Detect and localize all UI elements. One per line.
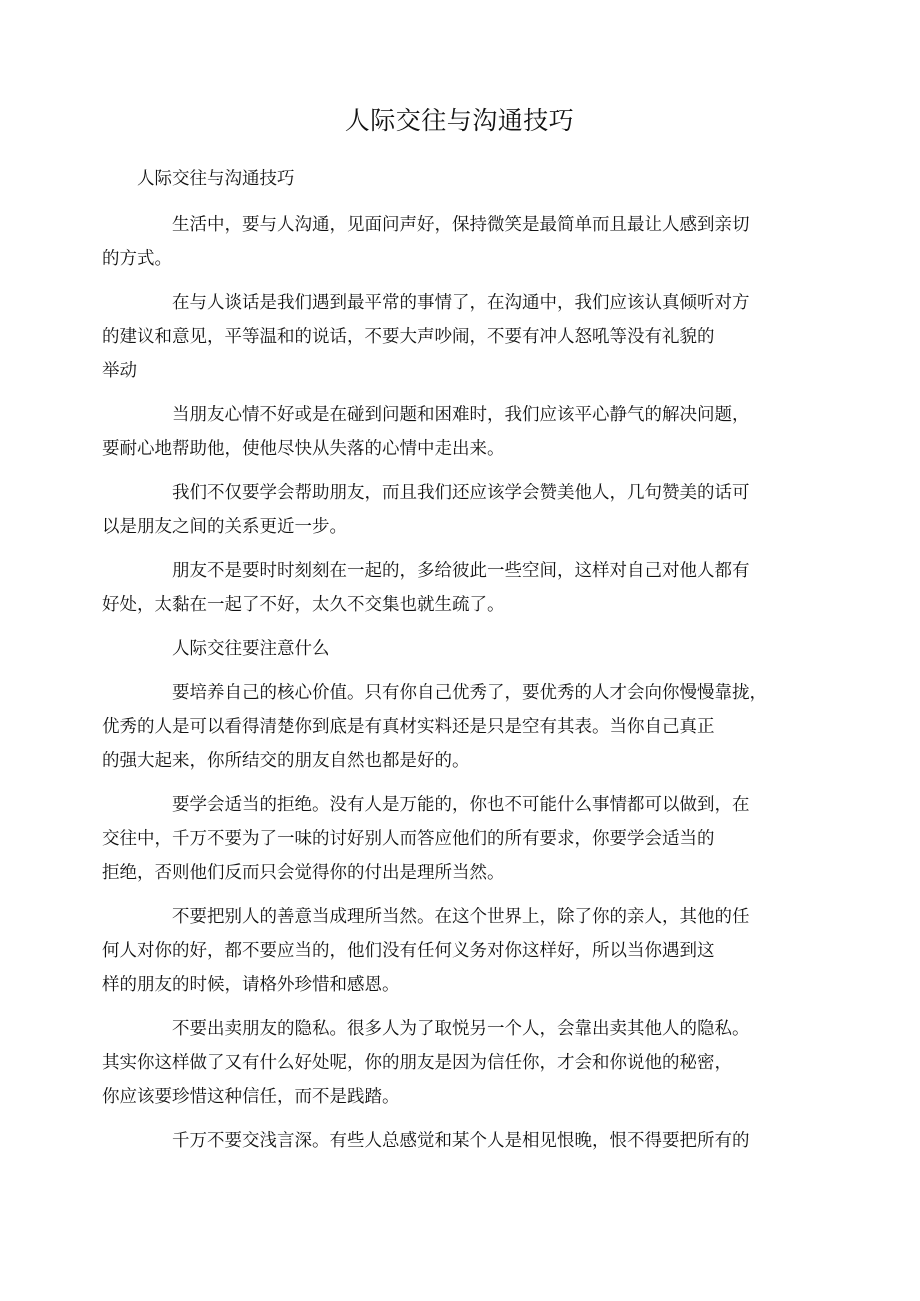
paragraph-line: 在与人谈话是我们遇到最平常的事情了，在沟通中，我们应该认真倾听对方 [172,293,750,313]
paragraph [102,788,782,890]
paragraph [102,398,782,466]
paragraph-line: 人际交往要注意什么 [172,639,330,659]
paragraph [102,554,782,622]
paragraph [102,286,782,388]
paragraph-line: 千万不要交浅言深。有些人总感觉和某个人是相见恨晚，恨不得要把所有的 [172,1131,750,1151]
paragraph-line: 不要出卖朋友的隐私。很多人为了取悦另一个人，会靠出卖其他人的隐私。 [172,1019,750,1039]
paragraph-line: 要耐心地帮助他，使他尽快从失落的心情中走出来。 [102,439,505,459]
paragraph-line: 不要把别人的善意当成理所当然。在这个世界上，除了你的亲人，其他的任 [172,907,750,927]
paragraph-line: 好处，太黏在一起了不好，太久不交集也就生疏了。 [102,595,505,615]
paragraph [102,676,782,778]
paragraph-line: 以是朋友之间的关系更近一步。 [102,517,347,537]
paragraph [137,632,782,666]
paragraph-line: 举动 [102,361,137,381]
paragraph-line: 的建议和意见，平等温和的说话，不要大声吵闹，不要有冲人怒吼等没有礼貌的 [102,327,715,347]
paragraph-line: 我们不仅要学会帮助朋友，而且我们还应该学会赞美他人，几句赞美的话可 [172,483,750,503]
document-subtitle: 人际交往与沟通技巧 [137,169,295,189]
document-body [102,208,782,1158]
document-title: 人际交往与沟通技巧 [344,106,575,135]
paragraph [137,1124,782,1158]
paragraph-line: 的方式。 [102,249,172,269]
paragraph-line: 你应该要珍惜这种信任，而不是践踏。 [102,1087,400,1107]
paragraph-line: 样的朋友的时候，请格外珍惜和感恩。 [102,975,400,995]
paragraph-line: 拒绝，否则他们反而只会觉得你的付出是理所当然。 [102,863,505,883]
paragraph-line: 要培养自己的核心价值。只有你自己优秀了，要优秀的人才会向你慢慢靠拢， [172,683,767,703]
paragraph-line: 生活中，要与人沟通，见面问声好，保持微笑是最简单而且最让人感到亲切 [172,215,750,235]
paragraph-line: 何人对你的好，都不要应当的，他们没有任何义务对你这样好，所以当你遇到这 [102,941,715,961]
paragraph-line: 的强大起来，你所结交的朋友自然也都是好的。 [102,751,470,771]
paragraph-line: 要学会适当的拒绝。没有人是万能的，你也不可能什么事情都可以做到，在 [172,795,750,815]
paragraph-line: 交往中，千万不要为了一味的讨好别人而答应他们的所有要求，你要学会适当的 [102,829,715,849]
paragraph-line: 朋友不是要时时刻刻在一起的，多给彼此一些空间，这样对自己对他人都有 [172,561,750,581]
paragraph-line: 优秀的人是可以看得清楚你到底是有真材实料还是只是空有其表。当你自己真正 [102,717,715,737]
paragraph [102,1012,782,1114]
paragraph [102,208,782,276]
paragraph-line: 其实你这样做了又有什么好处呢，你的朋友是因为信任你，才会和你说他的秘密， [102,1053,732,1073]
paragraph [102,900,782,1002]
paragraph-line: 当朋友心情不好或是在碰到问题和困难时，我们应该平心静气的解决问题， [172,405,750,425]
paragraph [102,476,782,544]
